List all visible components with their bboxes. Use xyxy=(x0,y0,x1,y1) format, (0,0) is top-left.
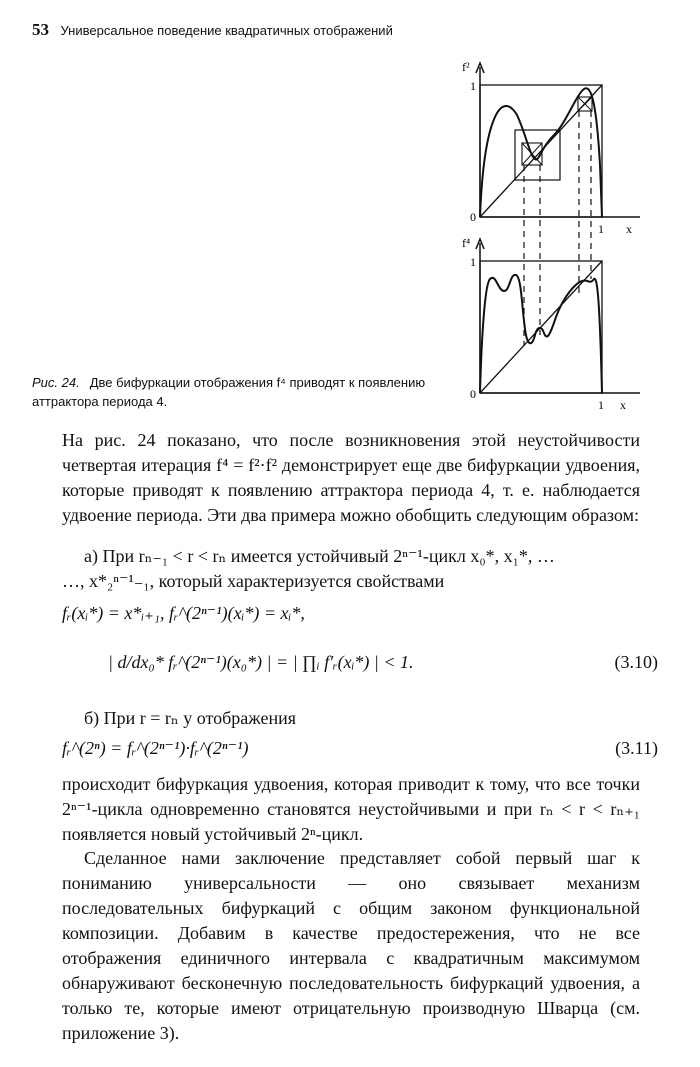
item-b: б) При r = rₙ у отображения xyxy=(84,708,296,728)
caption-label: Рис. 24. xyxy=(32,375,80,390)
top-tick-one: 1 xyxy=(470,79,476,93)
bottom-x-label: x xyxy=(620,398,626,412)
paragraph-1: На рис. 24 показано, что после возникновения этой неустойчивости четвертая итерация f⁴ = f²·f² демонстрирует еще две бифуркации удвоения, которые приводят к появлению аттрактора периода 4, т. е. наблюдается удвоение периода. Эти два примера можно обобщить следующим образом: xyxy=(62,430,640,525)
item-a-line-2: …, x*₂ⁿ⁻¹₋₁, который характеризуется свойствами xyxy=(62,571,445,591)
top-x-label: x xyxy=(626,222,632,236)
item-a-line-1: а) При rₙ₋₁ < r < rₙ имеется устойчивый 2ⁿ⁻¹-цикл x₀*, x₁*, … xyxy=(84,546,555,566)
f4-curve xyxy=(480,275,602,393)
equation-line-3: fᵣ^(2ⁿ) = fᵣ^(2ⁿ⁻¹)·fᵣ^(2ⁿ⁻¹) xyxy=(62,738,249,758)
top-x-tick-one: 1 xyxy=(598,222,604,236)
top-tick-zero: 0 xyxy=(470,210,476,224)
equation-line-2: | d/dx₀* fᵣ^(2ⁿ⁻¹)(x₀*) | = | ∏ᵢ f′ᵣ(xᵢ*) | < 1. xyxy=(108,652,414,672)
bottom-tick-zero: 0 xyxy=(470,387,476,401)
bottom-x-tick-one: 1 xyxy=(598,398,604,412)
running-title: Универсальное поведение квадратичных отображений xyxy=(60,23,393,38)
figure-caption xyxy=(32,373,442,411)
paragraph-3: Сделанное нами заключение представляет собой первый шаг к пониманию универсальности — оно связывает механизм последовательных бифуркаций с общим законом функциональной композиции. Добавим в качестве предостережения, что не все отображения единичного интервала с квадратичным максимумом обнаруживают бесконечную последовательность бифуркаций удвоения, а только те, которые имеют отрицательную производную Шварца (см. приложение 3). xyxy=(62,848,640,1043)
bottom-tick-one: 1 xyxy=(470,255,476,269)
page-header xyxy=(32,20,393,40)
bottom-axis-label: f⁴ xyxy=(462,236,471,250)
page-number: 53 xyxy=(32,20,49,39)
caption-text: Две бифуркации отображения f⁴ приводят к появлению аттрактора периода 4. xyxy=(32,375,426,409)
figure-24 xyxy=(440,55,660,415)
equation-number-3-10: (3.10) xyxy=(614,652,658,672)
equation-number-3-11: (3.11) xyxy=(615,738,658,758)
paragraph-2: происходит бифуркация удвоения, которая приводит к тому, что все точки 2ⁿ⁻¹-цикла одновременно становятся неустойчивыми и при rₙ < r < rₙ₊₁ появляется новый устойчивый 2ⁿ-цикл. xyxy=(62,774,640,844)
top-axis-label: f² xyxy=(462,60,470,74)
equation-line-1: fᵣ(xᵢ*) = x*ᵢ₊₁, fᵣ^(2ⁿ⁻¹)(xᵢ*) = xᵢ*, xyxy=(62,603,305,623)
